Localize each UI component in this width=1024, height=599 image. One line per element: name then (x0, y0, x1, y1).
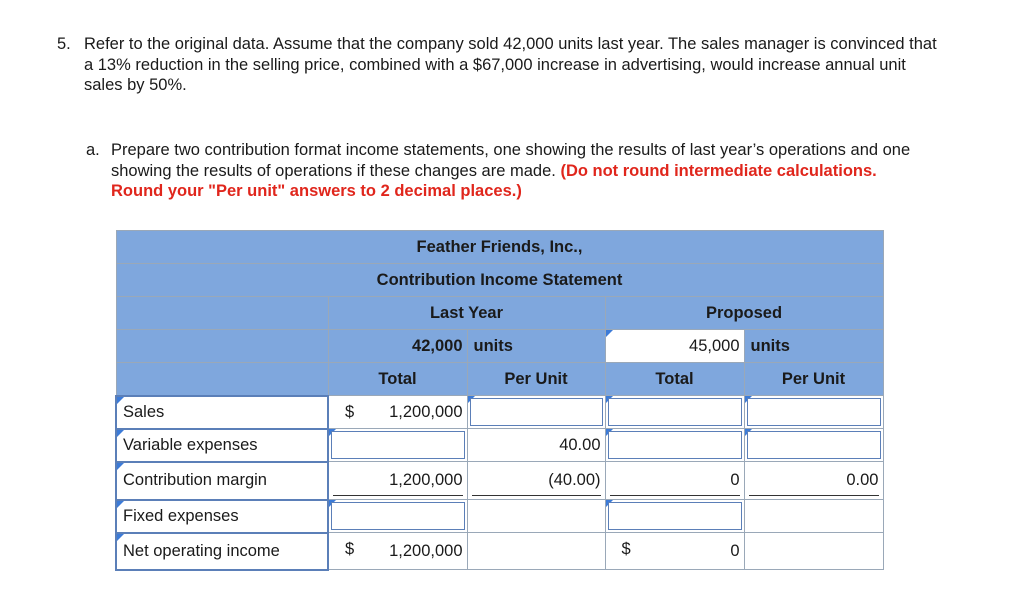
var-p-unit-input[interactable] (744, 429, 883, 462)
question-text: Refer to the original data. Assume that the company sold 42,000 units last year. The sales manager is convinced that a 13% reduction in the selling price, combined with a $67,000 increase in advertising, would increase annual unit sales by 50%. (84, 35, 937, 94)
last-year-header: Last Year (328, 297, 605, 330)
var-p-total-input[interactable] (605, 429, 744, 462)
question-number: 5. (57, 35, 71, 53)
income-statement-table (115, 230, 884, 571)
colhead-p-per-unit: Per Unit (744, 363, 883, 396)
proposed-units-label: units (744, 330, 883, 363)
fixed-ly-total-input[interactable] (328, 500, 467, 533)
noi-p-total: $ 0 (605, 533, 744, 570)
last-year-units: 42,000 (328, 330, 467, 363)
statement-title: Contribution Income Statement (116, 264, 883, 297)
row-label-sales[interactable]: Sales (116, 396, 328, 429)
sales-p-total-input[interactable] (605, 396, 744, 429)
header-blank (116, 297, 328, 330)
colhead-ly-per-unit: Per Unit (467, 363, 605, 396)
colhead-blank (116, 363, 328, 396)
cm-p-unit: 0.00 (744, 462, 883, 500)
cm-ly-total: 1,200,000 (328, 462, 467, 500)
sales-p-unit-input[interactable] (744, 396, 883, 429)
fixed-ly-unit (467, 500, 605, 533)
var-ly-total-input[interactable] (328, 429, 467, 462)
proposed-header: Proposed (605, 297, 883, 330)
last-year-units-label: units (467, 330, 605, 363)
row-label-net-operating-income[interactable]: Net operating income (116, 533, 328, 570)
row-label-variable-expenses[interactable]: Variable expenses (116, 429, 328, 462)
part-a-letter: a. (86, 141, 100, 159)
colhead-ly-total: Total (328, 363, 467, 396)
part-a-text (111, 140, 931, 202)
company-name: Feather Friends, Inc., (116, 231, 883, 264)
noi-p-unit (744, 533, 883, 570)
row-label-fixed-expenses[interactable]: Fixed expenses (116, 500, 328, 533)
cm-p-total: 0 (605, 462, 744, 500)
part-a-body: Prepare two contribution format income statements, one showing the results of last year’s operations and one showing the results of operations if these changes are made. (111, 141, 911, 180)
noi-ly-total: $ 1,200,000 (328, 533, 467, 570)
proposed-units-input[interactable]: 45,000 (605, 330, 744, 363)
units-blank (116, 330, 328, 363)
noi-ly-unit (467, 533, 605, 570)
var-ly-unit: 40.00 (467, 429, 605, 462)
part-a-instruction: (Do not round intermediate calculations. Round your "Per unit" answers to 2 decimal places.) (111, 161, 877, 200)
cm-ly-unit: (40.00) (467, 462, 605, 500)
colhead-p-total: Total (605, 363, 744, 396)
sales-ly-unit-input[interactable] (467, 396, 605, 429)
row-label-contribution-margin[interactable]: Contribution margin (116, 462, 328, 500)
sales-ly-total: $ 1,200,000 (328, 396, 467, 429)
fixed-p-unit (744, 500, 883, 533)
fixed-p-total-input[interactable] (605, 500, 744, 533)
